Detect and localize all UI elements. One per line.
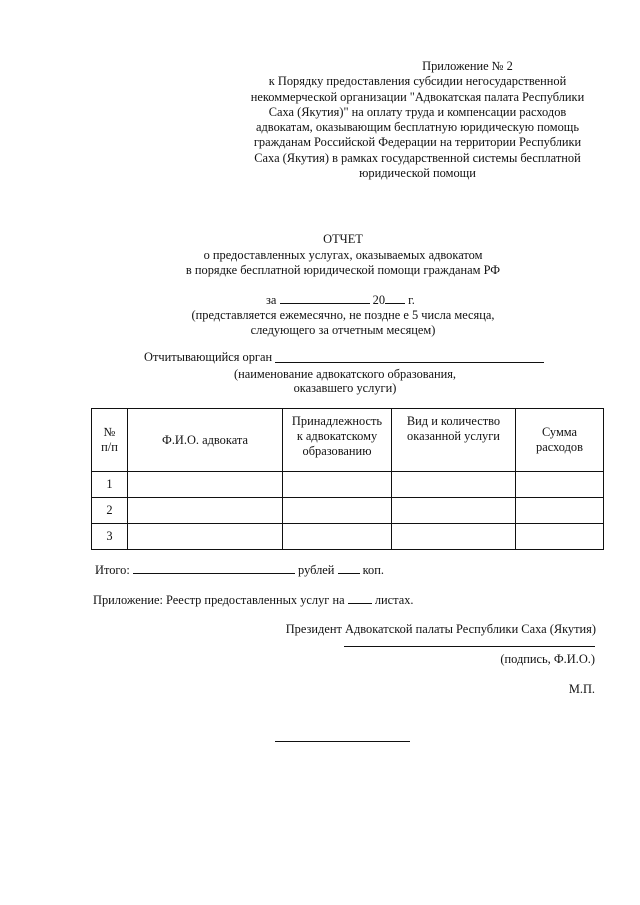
org-hint: (наименование адвокатского образования, bbox=[233, 367, 457, 381]
appendix-header bbox=[230, 59, 605, 181]
cell-service-type[interactable] bbox=[392, 472, 516, 498]
header-service-type: Вид и количество оказанной услуги bbox=[392, 409, 516, 472]
total-rubles-field[interactable] bbox=[133, 562, 295, 574]
cell-expenses[interactable] bbox=[516, 524, 604, 550]
table-row bbox=[92, 472, 604, 498]
report-subtitle: в порядке бесплатной юридической помощи гражданам РФ bbox=[185, 263, 501, 277]
appendix-line: Саха (Якутия)" на оплату труда и компенсации расходов bbox=[268, 104, 567, 119]
president-title: Президент Адвокатской палаты Республики Саха (Якутия) bbox=[285, 622, 596, 636]
total-label: Итого: bbox=[95, 563, 130, 577]
appendix-line: гражданам Российской Федерации на территории Республики bbox=[253, 135, 582, 150]
row-number: 2 bbox=[92, 498, 128, 524]
period-year: 20 bbox=[372, 293, 386, 307]
table-header-row bbox=[92, 409, 604, 472]
table-row bbox=[92, 524, 604, 550]
attachment-pages-field[interactable] bbox=[348, 592, 372, 604]
report-subtitle: о предоставленных услугах, оказываемых адвокатом bbox=[203, 248, 483, 262]
kopecks-label: коп. bbox=[362, 563, 384, 577]
seal-label: М.П. bbox=[568, 682, 595, 696]
total-line bbox=[95, 562, 384, 578]
cell-affiliation[interactable] bbox=[283, 472, 392, 498]
total-kopecks-field[interactable] bbox=[338, 562, 360, 574]
cell-lawyer-name[interactable] bbox=[128, 498, 283, 524]
rubles-label: рублей bbox=[298, 563, 335, 577]
cell-expenses[interactable] bbox=[516, 498, 604, 524]
period-prefix: за bbox=[266, 293, 277, 307]
table-row bbox=[92, 498, 604, 524]
services-table bbox=[91, 408, 604, 550]
org-field[interactable] bbox=[275, 362, 544, 363]
cell-affiliation[interactable] bbox=[283, 498, 392, 524]
period-suffix: г. bbox=[408, 293, 415, 307]
cell-affiliation[interactable] bbox=[283, 524, 392, 550]
cell-service-type[interactable] bbox=[392, 498, 516, 524]
report-note: следующего за отчетным месяцем) bbox=[250, 323, 436, 337]
row-number: 3 bbox=[92, 524, 128, 550]
report-period bbox=[266, 292, 415, 308]
org-label: Отчитывающийся орган bbox=[144, 350, 273, 364]
period-month-field[interactable] bbox=[280, 292, 370, 304]
closing-separator bbox=[275, 741, 410, 742]
header-affiliation: Принадлежность к адвокатскому образованию bbox=[283, 409, 392, 472]
org-hint: оказавшего услуги) bbox=[293, 381, 397, 395]
report-title: ОТЧЕТ bbox=[323, 232, 363, 246]
appendix-line: к Порядку предоставления субсидии негосударственной bbox=[268, 74, 567, 89]
appendix-line: Саха (Якутия) в рамках государственной системы бесплатной bbox=[254, 150, 581, 165]
attachment-line bbox=[93, 592, 414, 608]
header-lawyer-name: Ф.И.О. адвоката bbox=[128, 409, 283, 472]
header-number: № п/п bbox=[92, 409, 128, 472]
header-expenses: Сумма расходов bbox=[516, 409, 604, 472]
cell-lawyer-name[interactable] bbox=[128, 524, 283, 550]
appendix-number: Приложение № 2 bbox=[422, 59, 513, 73]
cell-service-type[interactable] bbox=[392, 524, 516, 550]
cell-expenses[interactable] bbox=[516, 472, 604, 498]
appendix-line: некоммерческой организации "Адвокатская палата Республики bbox=[250, 89, 585, 104]
appendix-line: юридической помощи bbox=[359, 166, 476, 181]
attachment-suffix: листах. bbox=[374, 593, 414, 607]
appendix-line: адвокатам, оказывающим бесплатную юридическую помощь bbox=[256, 120, 579, 135]
row-number: 1 bbox=[92, 472, 128, 498]
period-year-field[interactable] bbox=[385, 292, 405, 304]
signature-hint: (подпись, Ф.И.О.) bbox=[500, 652, 595, 666]
attachment-text: Приложение: Реестр предоставленных услуг на bbox=[93, 593, 345, 607]
cell-lawyer-name[interactable] bbox=[128, 472, 283, 498]
signature-field[interactable] bbox=[344, 646, 595, 647]
report-note: (представляется ежемесячно, не поздне е 5 числа месяца, bbox=[191, 308, 495, 322]
